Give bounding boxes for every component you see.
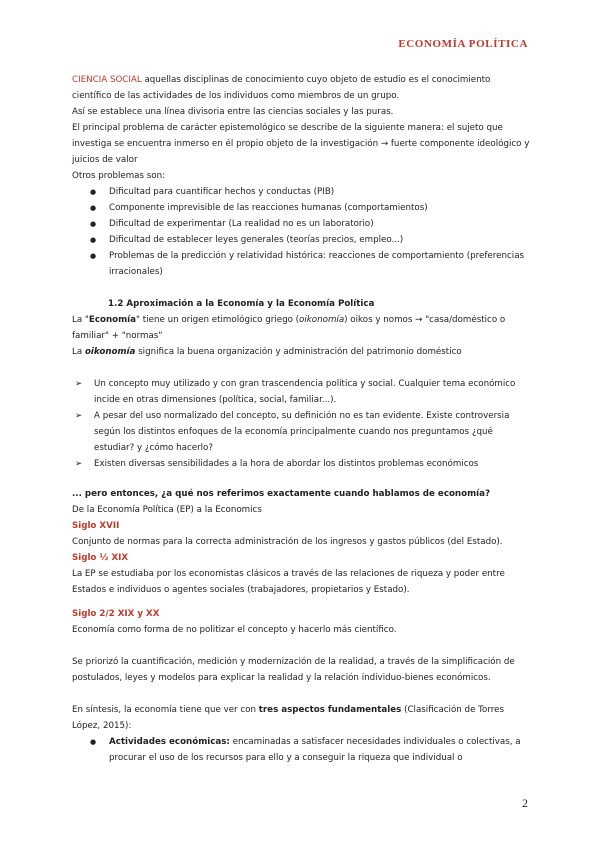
section-1-2-heading: 1.2 Aproximación a la Economía y la Economía Política	[108, 299, 375, 309]
etymology-paragraph	[72, 312, 532, 344]
text-fragment: significa la buena organización y administración del patrimonio doméstico	[135, 347, 462, 357]
siglo-half-xix-text: La EP se estudiaba por los economistas clásicos a través de las relaciones de riqueza y poder entre Estados e individuos o agentes sociales (trabajadores, propietarios y Estado).	[72, 569, 505, 595]
list-item	[109, 734, 532, 766]
siglo-half-xix-heading: Siglo ½ XIX	[72, 553, 129, 563]
ep-to-economics-line: De la Economía Política (EP) a la Economics	[72, 505, 262, 515]
sintesis-paragraph	[72, 702, 532, 734]
text-fragment: En síntesis, la economía tiene que ver con	[72, 705, 259, 715]
text-fragment: La	[72, 347, 85, 357]
economy-question: ... pero entonces, ¿a qué nos referimos exactamente cuando hablamos de economía?	[72, 489, 491, 499]
siglo-xvii-heading: Siglo XVII	[72, 521, 120, 531]
epistemological-problem: El principal problema de carácter epistemológico se describe de la siguiente manera: el sujeto que investiga se encuentra inmerso en él propio objeto de la investigación → fuerte componente ideológico y juicios de valor	[72, 123, 530, 165]
list-item: ● Componente imprevisible de las reacciones humanas (comportamientos)	[109, 200, 532, 216]
ciencia-social-paragraph	[72, 72, 532, 104]
siglo-xix-xx-text: Economía como forma de no politizar el concepto y hacerlo más científico.	[72, 625, 397, 635]
text-fragment: ) oikos y nomos → "casa/doméstico o familiar" + "normas"	[72, 315, 506, 341]
document-body	[72, 72, 532, 766]
aspects-list	[72, 734, 532, 766]
list-item: ● Problemas de la predicción y relatividad histórica: reacciones de comportamiento (preferencias irracionales)	[109, 248, 532, 280]
other-problems-intro: Otros problemas son:	[72, 171, 166, 181]
priorizo-paragraph: Se priorizó la cuantificación, medición y modernización de la realidad, a través de la simplificación de postulados, leyes y modelos para explicar la realidad y la relación individuo-bienes económicos.	[72, 657, 515, 683]
arrow-list	[72, 376, 532, 472]
aspect-title: Actividades económicas:	[109, 737, 230, 747]
text-fragment: La "	[72, 315, 89, 325]
siglo-xix-xx-heading: Siglo 2/2 XIX y XX	[72, 609, 160, 619]
tres-aspectos-term: tres aspectos fundamentales	[258, 705, 402, 715]
problems-list	[72, 184, 532, 280]
ciencia-social-definition: aquellas disciplinas de conocimiento cuyo objeto de estudio es el conocimiento científico de las actividades de los individuos como miembros de un grupo.	[72, 75, 491, 101]
oikonomia-term: oikonomía	[84, 347, 136, 357]
list-item: ➢ A pesar del uso normalizado del concepto, su definición no es tan evidente. Existe controversia según los distintos enfoques de la economía principalmente cuando nos preguntamos ¿qué estudiar? y ¿cómo hacerlo?	[94, 408, 532, 456]
list-item: ● Dificultad para cuantificar hechos y conductas (PIB)	[109, 184, 532, 200]
list-item: ● Dificultad de experimentar (La realidad no es un laboratorio)	[109, 216, 532, 232]
aspect-text: encaminadas a satisfacer necesidades individuales o colectivas, a procurar el uso de los recursos para ello y a conseguir la riqueza que individual o	[109, 737, 521, 763]
list-item: ➢ Un concepto muy utilizado y con gran trascendencia política y social. Cualquier tema económico incide en otras dimensiones (política, social, familiar...).	[94, 376, 532, 408]
oikonomia-italic: oikonomía	[299, 315, 345, 325]
siglo-xvii-text: Conjunto de normas para la correcta administración de los ingresos y gastos públicos (del Estado).	[72, 537, 503, 547]
page-header-title: ECONOMÍA POLÍTICA	[398, 38, 528, 50]
list-item: ● Dificultad de establecer leyes generales (teorías precios, empleo...)	[109, 232, 532, 248]
text-fragment: " tiene un origen etimológico griego (	[136, 315, 300, 325]
list-item: ➢ Existen diversas sensibilidades a la hora de abordar los distintos problemas económicos	[94, 456, 532, 472]
ciencia-social-term: CIENCIA SOCIAL	[72, 75, 142, 85]
page-number: 2	[522, 796, 528, 810]
oikonomia-paragraph	[72, 344, 532, 360]
economia-term: Economía	[88, 315, 137, 325]
text-fragment: (Clasificación de Torres López, 2015):	[72, 705, 504, 731]
divisoria-line: Así se establece una línea divisoria entre las ciencias sociales y las puras.	[72, 107, 394, 117]
